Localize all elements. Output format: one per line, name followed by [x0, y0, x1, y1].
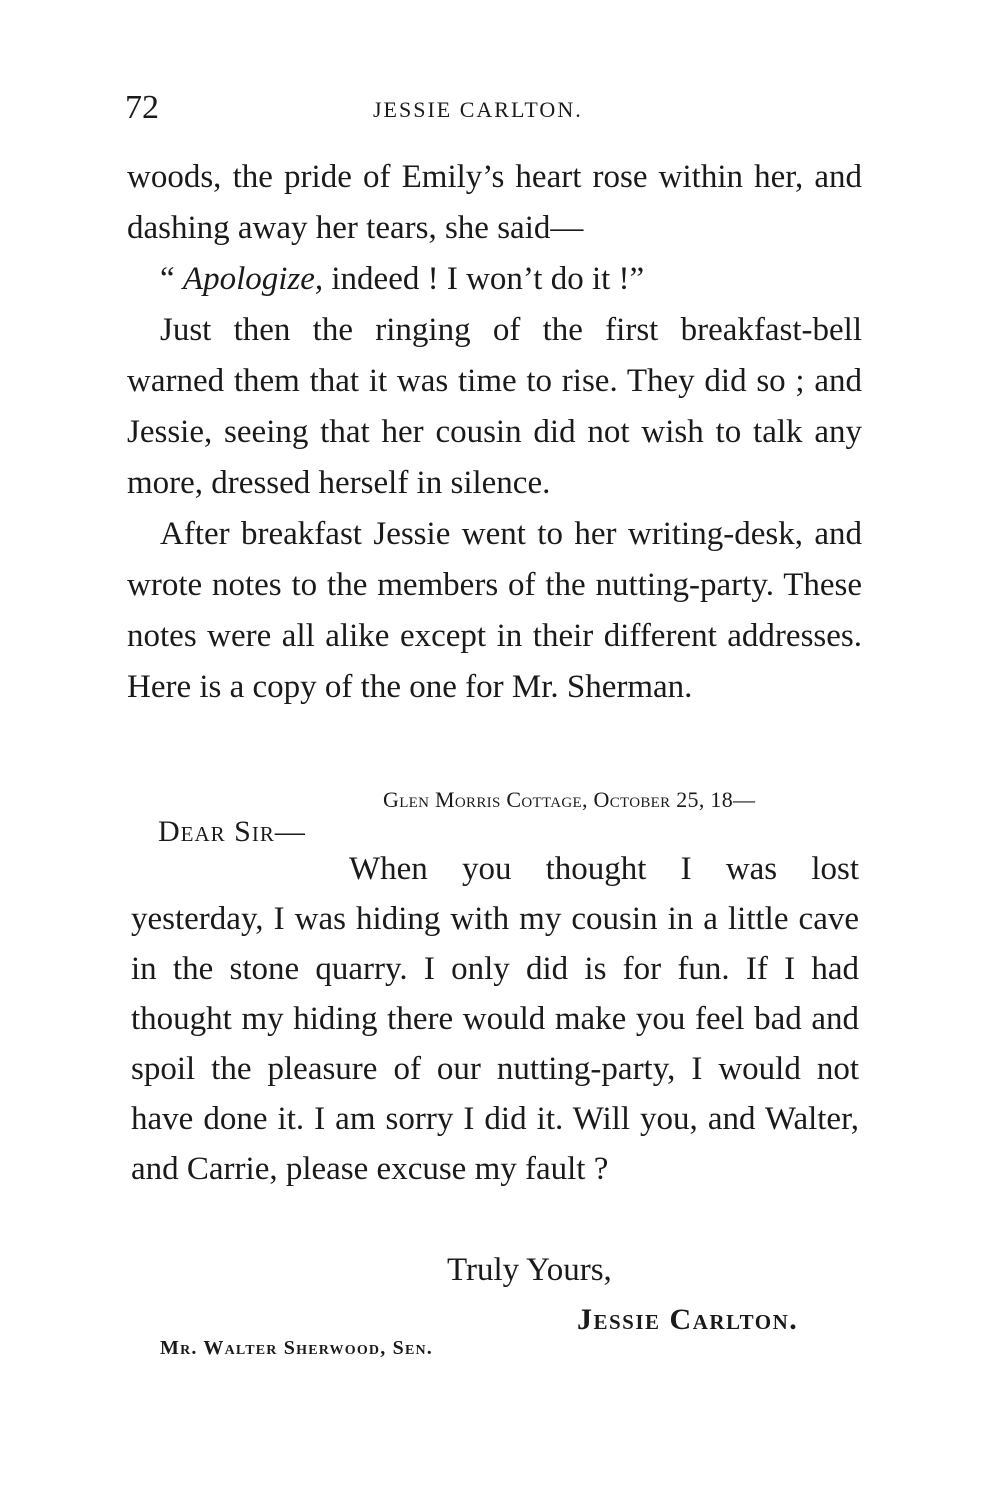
quote-italic: Apologize,	[182, 261, 324, 297]
paragraph-2: Just then the ringing of the first breakfast-bell warned them that it was time to rise. They did so ; and Jessie, seeing that her cousin did not wish to talk any more, dressed herself in silence.	[127, 312, 862, 501]
quote-line	[127, 254, 862, 305]
body-text	[127, 152, 862, 713]
paragraph-1: woods, the pride of Emily’s heart rose within her, and dashing away her tears, she said—	[127, 159, 862, 246]
page-header	[125, 88, 860, 128]
letter-signature: Jessie Carlton.	[577, 1303, 799, 1336]
letter-addressee: Mr. Walter Sherwood, Sen.	[160, 1337, 434, 1359]
letter-dateline: Glen Morris Cottage, October 25, 18—	[383, 787, 756, 812]
page-number: 72	[125, 89, 159, 126]
paragraph-3: After breakfast Jessie went to her writing-desk, and wrote notes to the members of the nutting-party. These notes were all alike except in their different addresses. Here is a copy of the one for Mr. Sherman.	[127, 516, 862, 705]
quote-rest: indeed ! I won’t do it !”	[323, 261, 645, 297]
running-head: JESSIE CARLTON.	[373, 97, 583, 122]
letter-salutation: Dear Sir—	[158, 815, 306, 848]
letter-closing: Truly Yours,	[447, 1252, 612, 1288]
quote-open: “	[160, 261, 183, 297]
letter-paragraph: When you thought I was lost yesterday, I was hiding with my cousin in a little cave in the stone quarry. I only did is for fun. If I had thought my hiding there would make you feel bad and spoil the pleasure of our nutting-party, I would not have done it. I am sorry I did it. Will you, and Walter, and Carrie, please excuse my fault ?	[131, 851, 859, 1187]
letter-body	[131, 844, 859, 1194]
